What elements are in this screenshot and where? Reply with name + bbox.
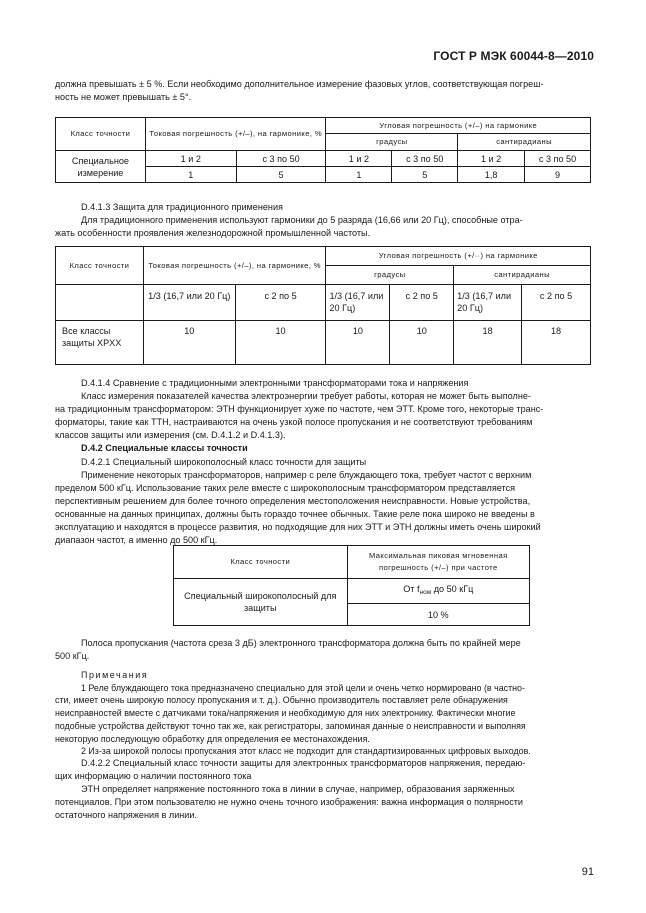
section-d421-title: D.4.2.1 Специальный широкополосный класс точности для защиты [81,456,367,467]
section-d414-line-4: классов защиты или измерения (см. D.4.1.2 и D.4.1.3). [55,430,286,441]
section-d421-line-5: эксплуатацию и находятся в процессе развития, но подходящие для них ЭТТ и ЭТН должны иметь очень широкий [55,522,541,533]
section-d421-line-6: диапазон частот, а именно до 500 кГц. [55,535,218,546]
table-cell: 10 [235,321,326,365]
closing-line-3: остаточного напряжения в линии. [55,810,197,821]
table-cell: с 3 по 50 [392,151,458,167]
section-d413-line-1: Для традиционного применения используют гармоники до 5 разряда (16,66 или 20 Гц), способные отра- [81,215,523,226]
table-cell [56,285,144,321]
table3-row-label: Специальный широкополосный для защиты [174,579,348,626]
freq-prefix: От f [403,584,420,594]
table-cell: 10 [143,321,235,365]
table-cell: с 2 по 5 [235,285,326,321]
section-d414-title: D.4.1.4 Сравнение с традиционными электронными трансформаторами тока и напряжения [81,378,469,388]
table-cell: 1/3 (16,7 или 20 Гц) [326,285,390,321]
table-cell: 1 и 2 [326,151,392,167]
table2-header-class: Класс точности [56,247,144,285]
bandwidth-line-1: Полоса пропускания (частота среза 3 дБ) электронного трансформатора должна быть по крайней мере [81,638,521,648]
intro-line-1: должна превышать ± 5 %. Если необходимо дополнительное измерение фазовых углов, соответствующая погреш- [55,79,544,89]
section-d414 [55,377,591,547]
table2-row-label: Все классы защиты XPXX [56,321,144,365]
bandwidth-paragraph [55,637,591,663]
section-d414-line-1: Класс измерения показателей качества электроэнергии требует работы, которая не может быть выполне- [81,391,531,402]
freq-suffix: до 50 кГц [431,584,474,594]
section-d413 [55,201,591,240]
table1-header-class: Класс точности [56,118,146,151]
table2-header-angular-error: Угловая погрешность (+/··) на гармонике [326,247,591,266]
intro-paragraph [55,78,591,104]
table-cell: 1 и 2 [458,151,525,167]
note-2: 2 Из-за широкой полосы пропускания этот класс не подходит для стандартизированных цифровых выходов. [81,746,531,757]
note-1-line-3: неисправностей вместе с датчиками тока/напряжения и необходимую для них электронику. Фактически многие [55,708,516,719]
section-d421-line-2: пределом 500 кГц. Использование таких реле вместе с широкополосным трансформатором представляется [55,482,516,493]
table-row [56,151,591,167]
table-cell: 1,8 [458,167,525,183]
table-cell: 18 [454,321,522,365]
table-cell: 5 [392,167,458,183]
section-d42-title: D.4.2 Специальные классы точности [81,443,248,454]
table-cell: 1 [326,167,392,183]
section-d413-title: D.4.1.3 Защита для традиционного применения [81,202,283,212]
table-cell: с 3 по 50 [236,151,326,167]
accuracy-table-measurement [55,117,591,183]
accuracy-table-protection [55,246,591,365]
table-row [56,285,591,321]
table1-header-centiradians: сантирадианы [458,134,591,151]
section-d422-line-1: D.4.2.2 Специальный класс точности защиты для электронных трансформаторов напряжения, передаю- [81,758,526,768]
note-1-line-2: сти, имеет очень широкую полосу пропускания и т. д.). Обычно производитель поставляет реле обнаружения [55,695,508,706]
table-cell: 9 [525,167,591,183]
section-d414-line-3: форматоры, такие как ТТН, настраиваются на очень узкой полосе пропускания и не соответствуют требованиям [55,417,533,428]
table2-header-centiradians: сантирадианы [454,266,591,285]
table2-header-degrees: градусы [326,266,454,285]
section-d414-line-2: на традиционным трансформатором: ЭТН функционирует хуже по частоте, чем ЭТТ. Кроме того, некоторые транс- [55,404,544,415]
section-d422 [55,757,591,822]
section-d413-line-2: жать особенности проявления железнодорожной промышленной частоты. [55,228,371,239]
table-cell: с 3 по 50 [525,151,591,167]
section-d421-line-4: основанные на данных принципах, должны быть гораздо точнее обычных. Такие реле пока широко не введены в [55,508,535,519]
table-row [56,321,591,365]
closing-line-1: ЭТН определяет напряжение постоянного тока в линии в случае, например, образования заряженных [81,784,515,795]
section-d422-line-2: щих информацию о наличии постоянного тока [55,771,252,782]
table-cell: 5 [236,167,326,183]
accuracy-table-wideband [173,545,530,626]
notes-block [55,669,591,758]
note-1-line-5: некоторую последующую обработку для определения ее местонахождения. [55,733,370,744]
page-number: 91 [581,866,594,878]
table1-header-degrees: градусы [326,134,458,151]
document-header: ГОСТ Р МЭК 60044-8—2010 [433,49,594,63]
table3-header-max-error: Максимальная пиковая мгновенная погрешность (+/–) при частоте [347,546,529,579]
table-cell: с 2 по 5 [522,285,591,321]
table-cell: 1 [145,167,236,183]
section-d421-line-1: Применение некоторых трансформаторов, например с реле блуждающего тока, требует частот с верхним [81,469,532,480]
closing-line-2: потенциалов. При этом пользователю не нужно очень точного изображения: важна информация о полярности [55,797,524,808]
note-1-line-1: 1 Реле блуждающего тока предназначено специально для этой цели и очень четко нормировано (в частно- [81,682,525,693]
bandwidth-line-2: 500 кГц. [55,651,90,662]
table1-row-label: Специальное измерение [56,151,146,183]
intro-line-2: ность не может превышать ± 5°. [55,92,192,103]
section-d421-line-3: перспективным решением для более точного определения местоположения неисправности. Новые устройства, [55,495,531,506]
table-cell: 1 и 2 [145,151,236,167]
table3-frequency-range [347,579,529,604]
table3-header-class: Класс точности [174,546,348,579]
table-cell: 18 [522,321,591,365]
freq-subscript: ном [419,589,432,596]
table-cell: с 2 по 5 [390,285,454,321]
table3-value: 10 % [347,604,529,626]
notes-heading: Примечания [81,670,149,680]
table-cell: 1/3 (16,7 или 20 Гц) [454,285,522,321]
note-1-line-4: подобные устройства действуют точно так же, как регистраторы, запоминая данные о неисправности и выполняя [55,720,526,731]
table-cell: 10 [390,321,454,365]
table1-header-current-error: Токовая погрешность (+/–), на гармонике, % [145,118,326,151]
table-row [174,579,530,604]
table2-header-current-error: Токовая погрешность (+/–), на гармонике, % [143,247,326,285]
table-cell: 10 [326,321,390,365]
table-cell: 1/3 (16,7 или 20 Гц) [143,285,235,321]
table1-header-angular-error: Угловая погрешность (+/–) на гармонике [326,118,591,134]
